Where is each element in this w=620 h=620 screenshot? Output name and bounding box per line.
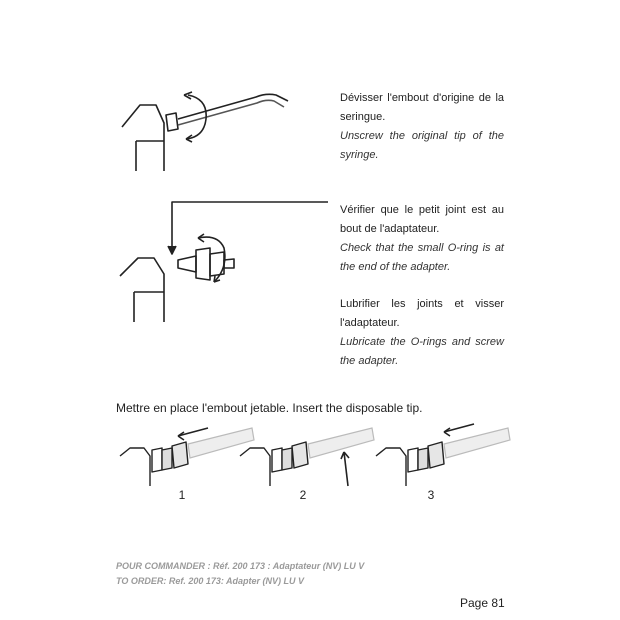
step-3-fr: Lubrifier les joints et visser l'adaptateur. <box>340 298 504 329</box>
insert-step-1-illustration <box>116 418 256 488</box>
insert-heading: Mettre en place l'embout jetable. Insert the disposable tip. <box>116 401 423 415</box>
step-1-text <box>340 89 504 165</box>
sequence-number-2: 2 <box>299 488 307 502</box>
step-1-fr: Dévisser l'embout d'origine de la seringue. <box>340 92 504 123</box>
insert-step-2-illustration <box>236 418 376 488</box>
order-reference-en: TO ORDER: Ref. 200 173: Adapter (NV) LU V <box>116 576 305 586</box>
order-reference-fr: POUR COMMANDER : Réf. 200 173 : Adaptateur (NV) LU V <box>116 561 365 571</box>
step-1-en: Unscrew the original tip of the syringe. <box>340 130 504 161</box>
step-2-fr: Vérifier que le petit joint est au bout de l'adaptateur. <box>340 204 504 235</box>
step-3-en: Lubricate the O-rings and screw the adapter. <box>340 336 504 367</box>
step-2-text <box>340 201 504 277</box>
insert-step-3-illustration <box>372 418 512 488</box>
unscrew-illustration <box>116 85 296 185</box>
oring-adapter-illustration <box>116 198 336 328</box>
sequence-number-3: 3 <box>427 488 435 502</box>
page-number: Page 81 <box>460 596 505 610</box>
step-2-en: Check that the small O-ring is at the end of the adapter. <box>340 242 504 273</box>
sequence-number-1: 1 <box>178 488 186 502</box>
step-3-text <box>340 295 504 371</box>
order-reference <box>116 559 364 589</box>
